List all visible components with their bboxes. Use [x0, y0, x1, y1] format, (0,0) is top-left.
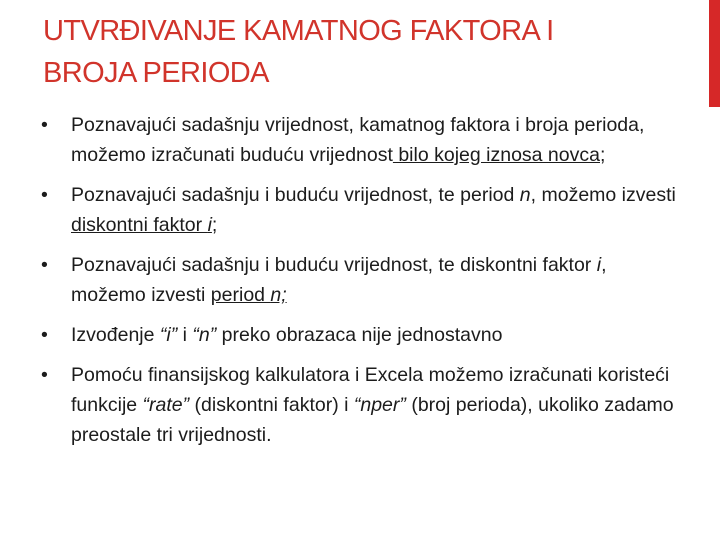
bullet-5-text-mid: (diskontni faktor) i — [189, 394, 354, 416]
bullet-icon: • — [41, 364, 48, 386]
bullet-item-4 — [41, 320, 686, 350]
bullet-3-var-n: n; — [270, 284, 287, 306]
bullet-5-func-nper: “nper” — [353, 394, 406, 416]
bullet-3-text-mid: , možemo izvesti — [71, 254, 607, 306]
title-line-1: UTVRĐIVANJE KAMATNOG FAKTORA I — [43, 15, 554, 47]
bullet-2-end: ; — [211, 214, 218, 236]
bullet-icon: • — [41, 324, 48, 346]
bullet-item-1 — [41, 110, 686, 170]
bullet-4-text-mid: i — [177, 324, 193, 346]
bullet-4-text: Izvođenje — [71, 324, 160, 346]
bullet-5-text: Pomoću finansijskog kalkulatora i Excela možemo izračunati koristeći funkcije — [71, 364, 670, 416]
bullet-icon: • — [41, 184, 48, 206]
bullet-icon: • — [41, 254, 48, 276]
bullet-3-text: Poznavajući sadašnju i buduću vrijednost, te diskontni faktor — [71, 254, 597, 276]
bullet-item-5 — [41, 360, 686, 450]
bullet-icon: • — [41, 114, 48, 136]
bullet-2-text: Poznavajući sadašnju i buduću vrijednost, te period — [71, 184, 520, 206]
bullet-4-end: preko obrazaca nije jednostavno — [216, 324, 503, 346]
bullet-2-term: diskontni faktor — [71, 214, 208, 236]
bullet-4-var-n: “n” — [192, 324, 217, 346]
bullet-1-underlined-space: bilo kojeg iznosa novca; — [392, 144, 606, 166]
bullet-list — [41, 110, 686, 460]
bullet-4-var-i: “i” — [159, 324, 178, 346]
bullet-5-end: (broj perioda), ukoliko zadamo preostale tri vrijednosti. — [71, 394, 674, 446]
slide-title — [43, 10, 683, 94]
bullet-1-text: Poznavajući sadašnju vrijednost, kamatnog faktora i broja perioda, možemo izračunati buduću vrijednost — [71, 114, 645, 166]
bullet-3-term: period — [210, 284, 271, 306]
bullet-2-text-mid: , možemo izvesti — [530, 184, 676, 206]
bullet-2-var-n: n — [519, 184, 531, 206]
bullet-2-var-i: i — [207, 214, 212, 236]
accent-bar — [709, 0, 720, 107]
bullet-item-3 — [41, 250, 686, 310]
bullet-item-2 — [41, 180, 686, 240]
bullet-3-var-i: i — [596, 254, 602, 276]
title-line-2: BROJA PERIODA — [43, 57, 269, 89]
bullet-5-func-rate: “rate” — [142, 394, 190, 416]
